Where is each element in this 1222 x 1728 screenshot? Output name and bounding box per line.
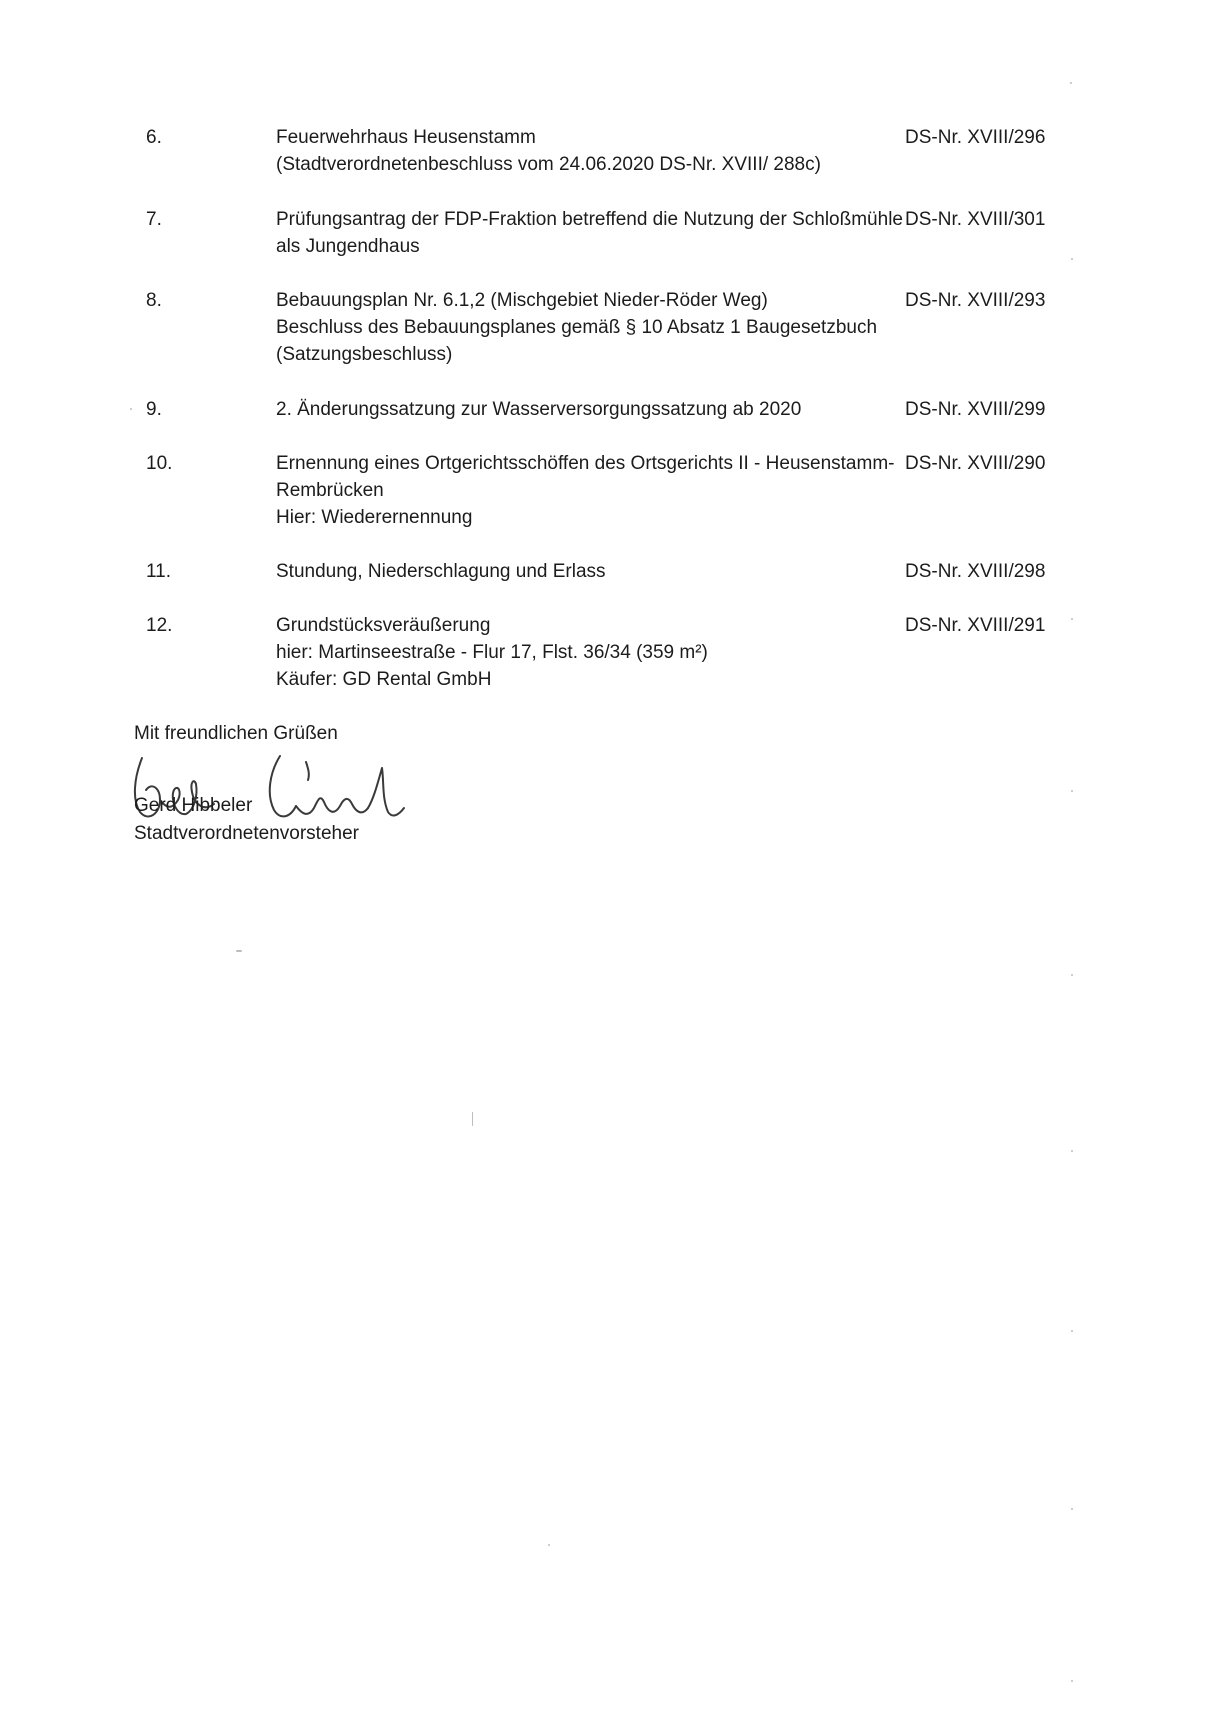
agenda-item-reference: DS-Nr. XVIII/293 — [905, 290, 1046, 311]
agenda-item-line: als Jungendhaus — [276, 236, 420, 257]
agenda-item-line: Grundstücksveräußerung — [276, 615, 491, 636]
scan-speck — [1071, 258, 1073, 260]
agenda-item-line: Prüfungsantrag der FDP-Fraktion betreffend die Nutzung der Schloßmühle — [276, 209, 903, 230]
scan-speck — [236, 950, 242, 952]
agenda-item-reference: DS-Nr. XVIII/291 — [905, 615, 1046, 636]
agenda-item-reference: DS-Nr. XVIII/298 — [905, 561, 1046, 582]
agenda-item-number: 7. — [146, 209, 162, 230]
closing-greeting: Mit freundlichen Grüßen — [134, 723, 338, 744]
agenda-item-number: 12. — [146, 615, 173, 636]
agenda-item-line: Hier: Wiederernennung — [276, 507, 473, 528]
agenda-item-line: Käufer: GD Rental GmbH — [276, 669, 492, 690]
agenda-item-line: 2. Änderungssatzung zur Wasserversorgungssatzung ab 2020 — [276, 399, 802, 420]
agenda-item-description — [276, 396, 896, 423]
agenda-item-line: Rembrücken — [276, 480, 384, 501]
agenda-item-reference: DS-Nr. XVIII/299 — [905, 399, 1046, 420]
scan-speck — [1071, 1508, 1073, 1510]
scan-speck — [1071, 618, 1073, 620]
agenda-item-line: hier: Martinseestraße - Flur 17, Flst. 36/34 (359 m²) — [276, 642, 708, 663]
agenda-item-reference: DS-Nr. XVIII/296 — [905, 127, 1046, 148]
scan-speck — [1070, 82, 1072, 84]
agenda-item-line: Feuerwehrhaus Heusenstamm — [276, 127, 536, 148]
agenda-item-description — [276, 124, 896, 178]
scan-speck — [1071, 974, 1073, 976]
scan-speck — [472, 1112, 473, 1126]
agenda-item-reference: DS-Nr. XVIII/301 — [905, 209, 1046, 230]
agenda-item-description — [276, 450, 896, 531]
agenda-item-number: 11. — [146, 561, 172, 582]
agenda-item-line: (Satzungsbeschluss) — [276, 344, 453, 365]
agenda-item-number: 8. — [146, 290, 162, 311]
agenda-item-number: 6. — [146, 127, 162, 148]
signatory-role: Stadtverordnetenvorsteher — [134, 823, 359, 844]
agenda-item-description — [276, 287, 896, 368]
agenda-item-description — [276, 612, 896, 693]
scan-speck — [1071, 1150, 1073, 1152]
signatory-name: Gerd Hibbeler — [134, 795, 253, 816]
agenda-item-reference: DS-Nr. XVIII/290 — [905, 453, 1046, 474]
agenda-item-line: Bebauungsplan Nr. 6.1,2 (Mischgebiet Nieder-Röder Weg) — [276, 290, 768, 311]
agenda-item-line: Stundung, Niederschlagung und Erlass — [276, 561, 606, 582]
agenda-item-description — [276, 558, 896, 585]
scan-speck — [1071, 1680, 1073, 1682]
agenda-item-number: 10. — [146, 453, 173, 474]
agenda-item-line: Ernennung eines Ortgerichtsschöffen des Ortsgerichts II - Heusenstamm- — [276, 453, 895, 474]
agenda-item-line: Beschluss des Bebauungsplanes gemäß § 10 Absatz 1 Baugesetzbuch — [276, 317, 878, 338]
scan-speck — [1071, 1330, 1073, 1332]
agenda-item-number: 9. — [146, 399, 162, 420]
scan-speck — [1071, 790, 1073, 792]
agenda-item-line: (Stadtverordnetenbeschluss vom 24.06.2020 DS-Nr. XVIII/ 288c) — [276, 154, 821, 175]
scan-speck — [130, 408, 132, 410]
agenda-item-description — [276, 206, 903, 260]
scan-speck — [548, 1544, 550, 1546]
